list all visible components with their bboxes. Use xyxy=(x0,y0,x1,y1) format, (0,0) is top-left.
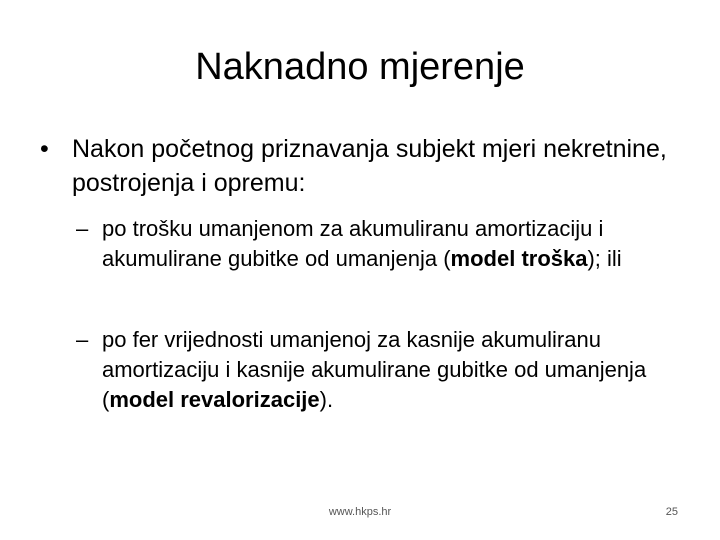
footer-website: www.hkps.hr xyxy=(328,506,392,518)
slide-title: Naknadno mjerenje xyxy=(195,46,525,88)
sub-text-bold: model revalorizacije xyxy=(109,387,320,412)
bullet-marker: • xyxy=(40,135,49,163)
sub-bullet-text xyxy=(76,214,686,274)
sub-text-before: po trošku umanjenom za akumuliranu amortizaciju i akumulirane gubitke od umanjenja ( xyxy=(102,216,604,271)
dash-marker: – xyxy=(76,216,89,241)
sub-bullet-cost-model xyxy=(76,214,686,274)
dash-marker: – xyxy=(76,327,89,352)
sub-text-bold: model troška xyxy=(450,246,588,271)
sub-text-before: po fer vrijednosti umanjenoj za kasnije akumuliranu amortizaciju i kasnije akumulirane gubitke od umanjenja ( xyxy=(102,327,647,412)
footer-page-number: 25 xyxy=(665,506,678,518)
main-bullet xyxy=(40,132,680,200)
sub-text-after: ); ili xyxy=(587,246,622,271)
main-bullet-text: Nakon početnog priznavanja subjekt mjeri nekretnine, postrojenja i opremu: xyxy=(72,135,667,197)
sub-text-after: ). xyxy=(319,387,334,412)
sub-bullet-text xyxy=(76,325,686,415)
sub-bullet-revaluation-model xyxy=(76,325,686,415)
